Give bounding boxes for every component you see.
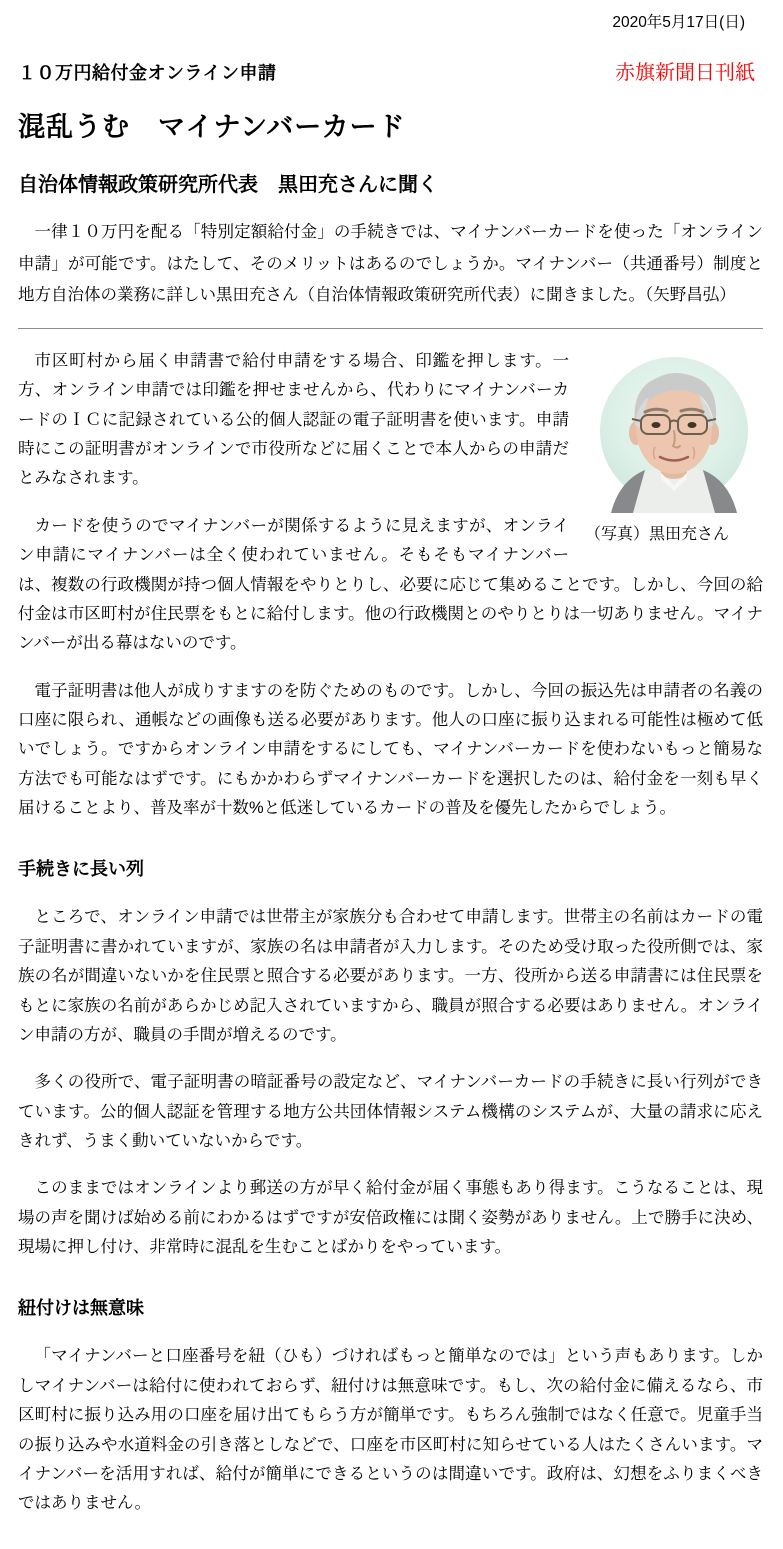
photo-caption: （写真）黒田充さん	[585, 526, 730, 544]
body-paragraph: ところで、オンライン申請では世帯主が家族分も合わせて申請します。世帯主の名前はカードの電子証明書に書かれていますが、家族の名は申請者が入力します。そのため受け取った役所側では、家族の名が間違いないかを住民票と照合する必要があります。一方、役所から送る申請書には住民票をもとに家族の名前があらかじめ記入されていますから、職員が照合する必要はありません。オンライン申請の方が、職員の手間が増えるのです。	[18, 908, 763, 1044]
body-paragraph: このままではオンラインより郵送の方が早く給付金が届く事態もあり得ます。こうなることは、現場の声を聞けば始める前にわかるはずですが安倍政権には聞く姿勢がありません。上で勝手に決め、現場に押し付け、非常時に混乱を生むことばかりをやっています。	[18, 1179, 763, 1257]
article-subtitle: 自治体情報政策研究所代表 黒田充さんに聞く	[18, 174, 438, 196]
page-date: 2020年5月17日(日)	[612, 14, 745, 31]
section-heading-linking-meaningless: 紐付けは無意味	[18, 1298, 144, 1319]
body-paragraph: 「マイナンバーと口座番号を紐（ひも）づければもっと簡単なのでは」という声もあります。しかしマイナンバーは給付に使われておらず、紐付けは無意味です。もし、次の給付金に備えるなら、市区町村に振り込み用の口座を届け出てもらう方が簡単です。もちろん強制ではなく任意で。児童手当の振り込みや水道料金の引き落としなどで、口座を市区町村に知らせている人はたくさんいます。マイナンバーを活用すれば、給付が簡単にできるというのは間違いです。政府は、幻想をふりまくべきではありません。	[18, 1347, 763, 1513]
kicker-row	[18, 56, 763, 85]
divider-rule	[18, 328, 763, 329]
newspaper-brand-link[interactable]: 赤旗新聞日刊紙	[615, 62, 755, 84]
article-body	[18, 347, 763, 1519]
eye-left	[652, 422, 661, 428]
lead-paragraph: 一律１０万円を配る「特別定額給付金」の手続きでは、マイナンバーカードを使った「オンライン申請」が可能です。はたして、そのメリットはあるのでしょうか。マイナンバー（共通番号）制度と地方自治体の業務に詳しい黒田充さん（自治体情報政策研究所代表）に聞きました。（矢野昌弘）	[18, 223, 763, 305]
article-title: 混乱うむ マイナンバーカード	[18, 112, 406, 142]
body-paragraph: カードを使うのでマイナンバーが関係するように見えますが、オンライン申請にマイナンバーは全く使われていません。そもそもマイナンバーは、複数の行政機関が持つ個人情報をやりとりし、必要に応じて集めることです。しかし、今回の給付金は市区町村が住民票をもとに給付します。他の行政機関とのやりとりは一切ありません。マイナンバーが出る幕はないのです。	[18, 516, 763, 653]
body-paragraph: 多くの役所で、電子証明書の暗証番号の設定など、マイナンバーカードの手続きに長い行列ができています。公的個人認証を管理する地方公共団体情報システム機構のシステムが、大量の請求に応えきれず、うまく動いていないからです。	[18, 1073, 763, 1150]
body-paragraph: 電子証明書は他人が成りすますのを防ぐためのものです。しかし、今回の振込先は申請者の名義の口座に限られ、通帳などの画像も送る必要があります。他人の口座に振り込まれる可能性は極めて低いでしょう。ですからオンライン申請をするにしても、マイナンバーカードを使わないもっと簡易な方法でも可能なはずです。にもかかわらずマイナンバーカードを選択したのは、給付金を一刻も早く届けることより、普及率が十数%と低迷しているカードの普及を優先したからでしょう。	[18, 681, 763, 818]
body-paragraph: 市区町村から届く申請書で給付申請をする場合、印鑑を押します。一方、オンライン申請では印鑑を押せませんから、代わりにマイナンバーカードのＩＣに記録されている公的個人認証の電子証明書を使います。申請時にこの証明書がオンラインで市役所などに届くことで本人からの申請だとみなされます。	[18, 352, 569, 488]
section-heading-long-queues: 手続きに長い列	[18, 859, 144, 880]
portrait-photo	[585, 353, 763, 549]
eye-right	[688, 422, 697, 428]
portrait-photo-image	[585, 353, 763, 513]
article-kicker: １０万円給付金オンライン申請	[18, 63, 277, 83]
